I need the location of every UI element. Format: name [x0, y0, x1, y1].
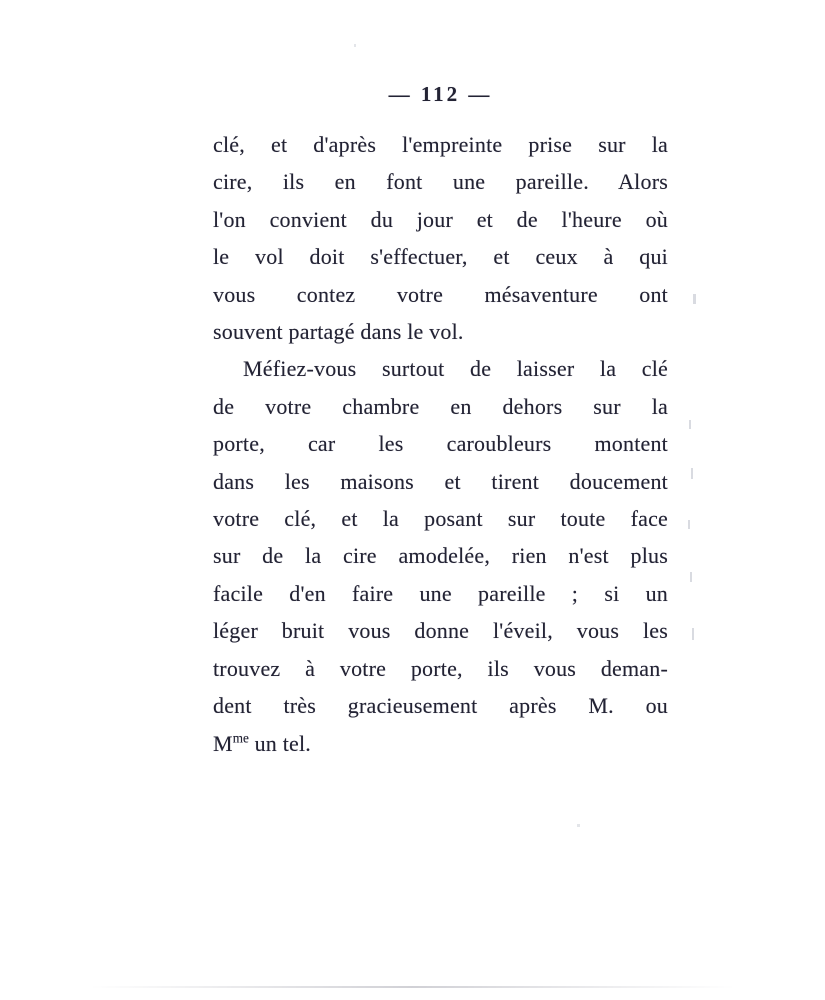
text-segment: un tel.: [248, 730, 311, 756]
paragraph: [213, 126, 668, 350]
text-segment: M: [213, 730, 233, 756]
text-line: souvent partagé dans le vol.: [213, 319, 464, 345]
text-line: [213, 725, 668, 762]
text-line: dent très gracieusement après M. ou: [213, 693, 668, 719]
text-line: cire, ils en font une pareille. Alors: [213, 169, 668, 195]
scan-artifact: [692, 628, 694, 640]
text-line: sur de la cire amodelée, rien n'est plus: [213, 543, 668, 569]
page-number: — 112 —: [388, 82, 493, 106]
text-line: facile d'en faire une pareille ; si un: [213, 580, 668, 606]
text-line: léger bruit vous donne l'éveil, vous les: [213, 618, 668, 644]
text-line: porte, car les caroubleurs montent: [213, 431, 668, 457]
page-text: [213, 126, 668, 762]
scan-page-edge: [90, 986, 735, 988]
scan-artifact: [693, 294, 696, 304]
scan-artifact: [688, 520, 690, 529]
text-line: trouvez à votre porte, ils vous deman-: [213, 655, 668, 681]
text-line: vous contez votre mésaventure ont: [213, 281, 668, 307]
superscript: me: [232, 730, 249, 746]
text-line: dans les maisons et tirent doucement: [213, 468, 668, 494]
scan-artifact: [691, 468, 693, 479]
text-line: Méfiez-vous surtout de laisser la clé: [243, 356, 668, 382]
scan-artifact: [690, 572, 692, 582]
text-line: le vol doit s'effectuer, et ceux à qui: [213, 244, 668, 270]
scan-artifact: [577, 824, 580, 827]
text-line: votre clé, et la posant sur toute face: [213, 506, 668, 532]
text-line: clé, et d'après l'empreinte prise sur la: [213, 132, 668, 157]
scan-artifact: [354, 44, 356, 47]
paragraph: [213, 350, 668, 761]
text-line: de votre chambre en dehors sur la: [213, 393, 668, 419]
scan-artifact: [689, 420, 691, 429]
text-line: l'on convient du jour et de l'heure où: [213, 206, 668, 232]
